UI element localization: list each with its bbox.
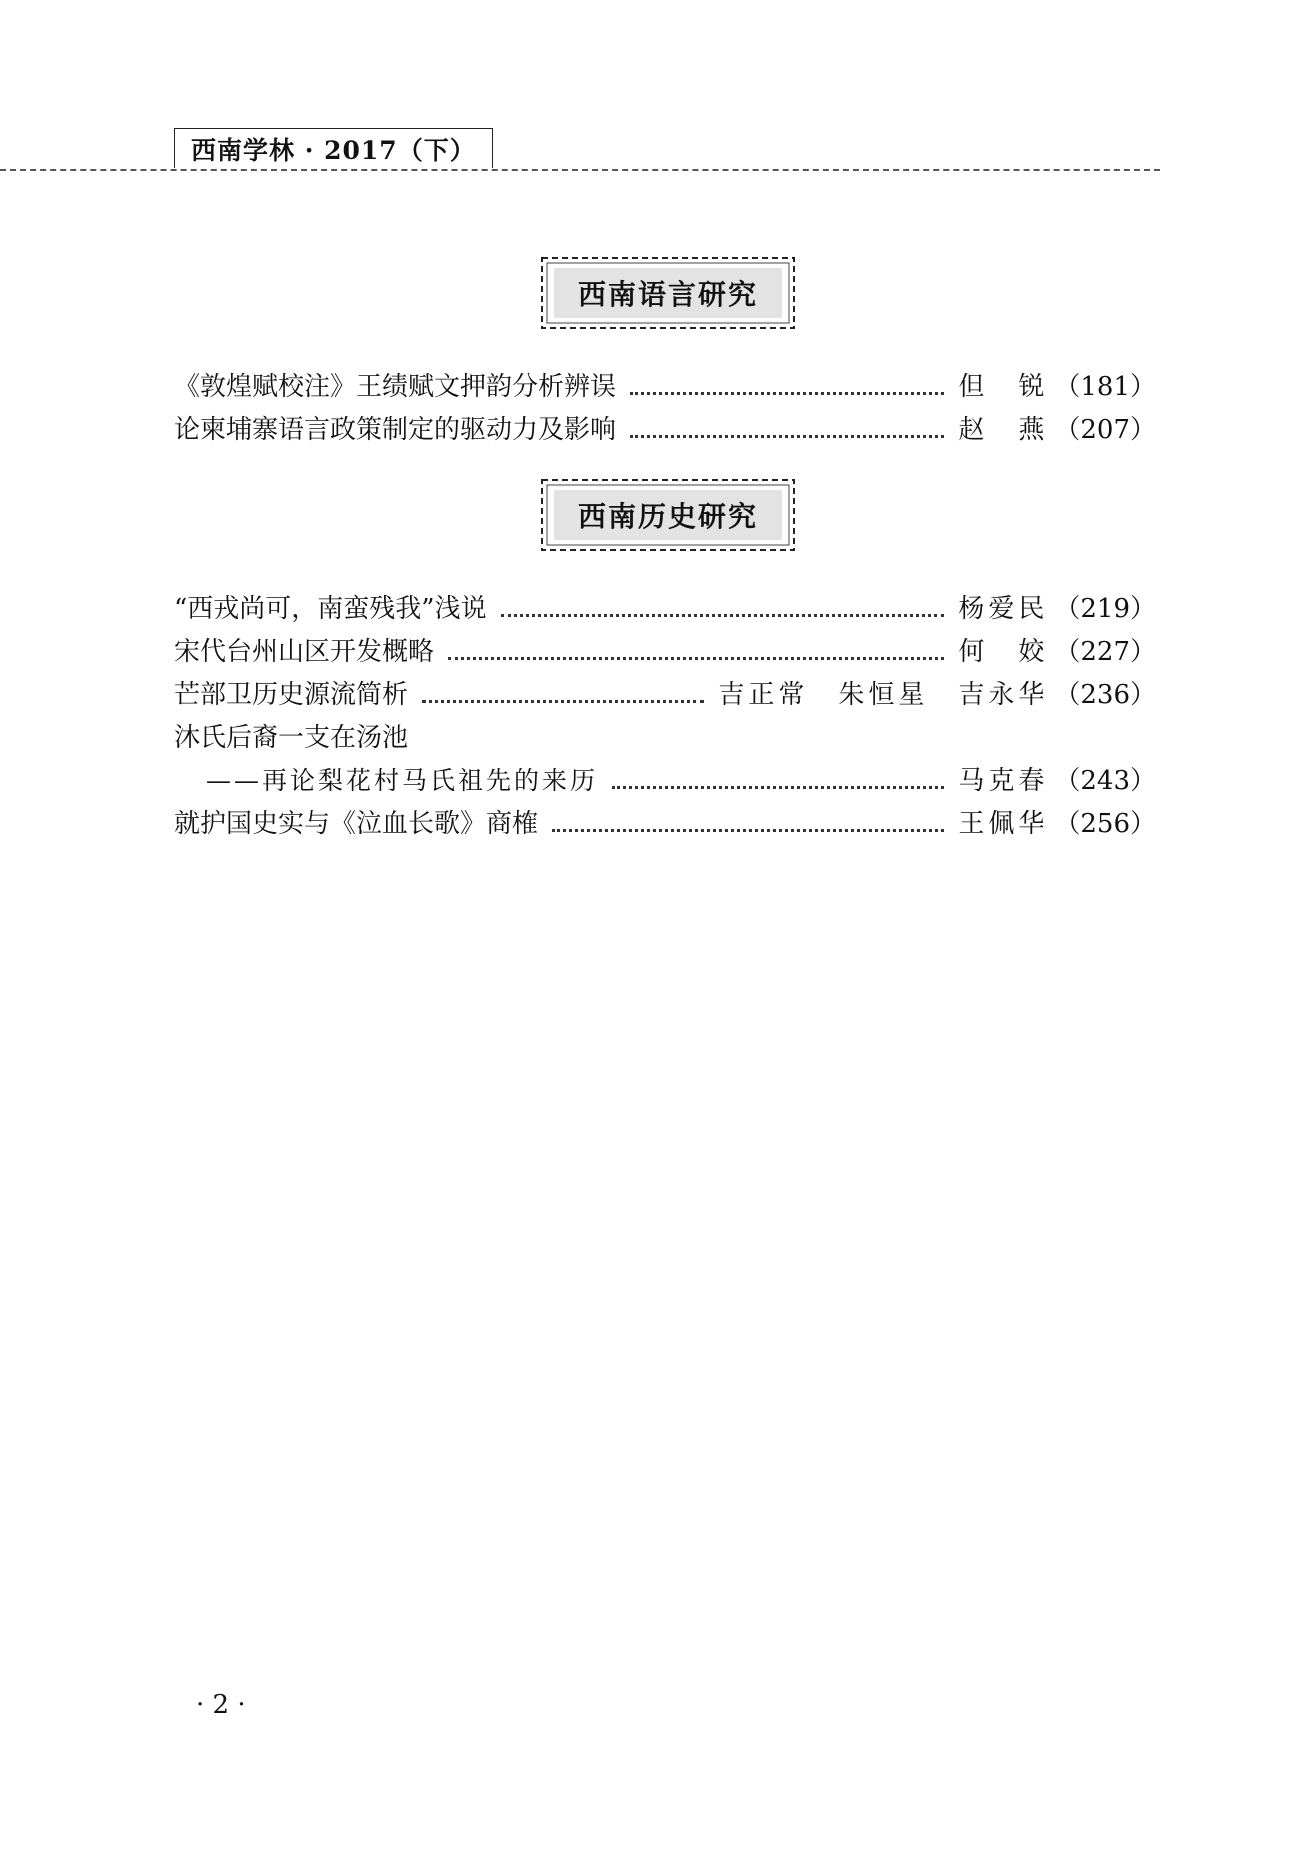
entry-author: 何 姣 [958,637,1049,667]
journal-title: 西南学林 · 2017（下） [191,135,476,165]
entry-subtitle: ——再论梨花村马氏祖先的来历 [206,766,599,795]
header-dashed-rule [0,169,1160,171]
leader-dots [501,614,945,617]
entry-title: 芒部卫历史源流简析 [174,680,409,710]
entry-author: 马克春 [958,766,1049,796]
page-number: · 2 · [196,1690,246,1720]
entry-title: 就护国史实与《泣血长歌》商榷 [174,809,539,839]
entry-author: 但 锐 [958,372,1049,402]
entry-page: （207） [1054,415,1156,445]
leader-dots [422,700,704,703]
entry-title: 沐氏后裔一支在汤池 [174,723,409,753]
entry-title: “西戎尚可，南蛮残我”浅说 [174,594,487,624]
toc-group-language [174,366,1156,452]
entry-author: 赵 燕 [958,415,1049,445]
entry-title: 论柬埔寨语言政策制定的驱动力及影响 [174,415,617,445]
leader-dots [630,392,944,395]
toc-entry-subtitle[interactable] [174,760,1156,803]
toc-entry[interactable] [174,803,1156,846]
toc-entry[interactable] [174,631,1156,674]
leader-dots [612,786,944,789]
leader-dots [630,435,944,438]
entry-page: （181） [1054,372,1156,402]
entry-page: （236） [1054,680,1156,710]
entry-author: 杨爱民 [958,594,1049,624]
toc-entry[interactable] [174,366,1156,409]
entry-author: 王佩华 [958,809,1049,839]
leader-dots [552,829,944,832]
entry-page: （243） [1054,766,1156,796]
entry-page: （219） [1054,594,1156,624]
entry-author: 吉正常 朱恒星 吉永华 [718,680,1049,710]
entry-page: （256） [1054,809,1156,839]
running-header [174,128,493,168]
entry-title: 《敦煌赋校注》王绩赋文押韵分析辨误 [174,372,617,402]
section-label: 西南语言研究 [554,268,782,318]
toc-group-history [174,588,1156,846]
toc-entry[interactable] [174,588,1156,631]
entry-title: 宋代台州山区开发概略 [174,637,435,667]
section-label: 西南历史研究 [554,490,782,540]
leader-dots [448,657,944,660]
entry-page: （227） [1054,637,1156,667]
toc-entry[interactable] [174,674,1156,717]
toc-entry-heading[interactable] [174,717,1156,760]
section-title-history [538,476,798,554]
toc-entry[interactable] [174,409,1156,452]
section-title-language [538,254,798,332]
